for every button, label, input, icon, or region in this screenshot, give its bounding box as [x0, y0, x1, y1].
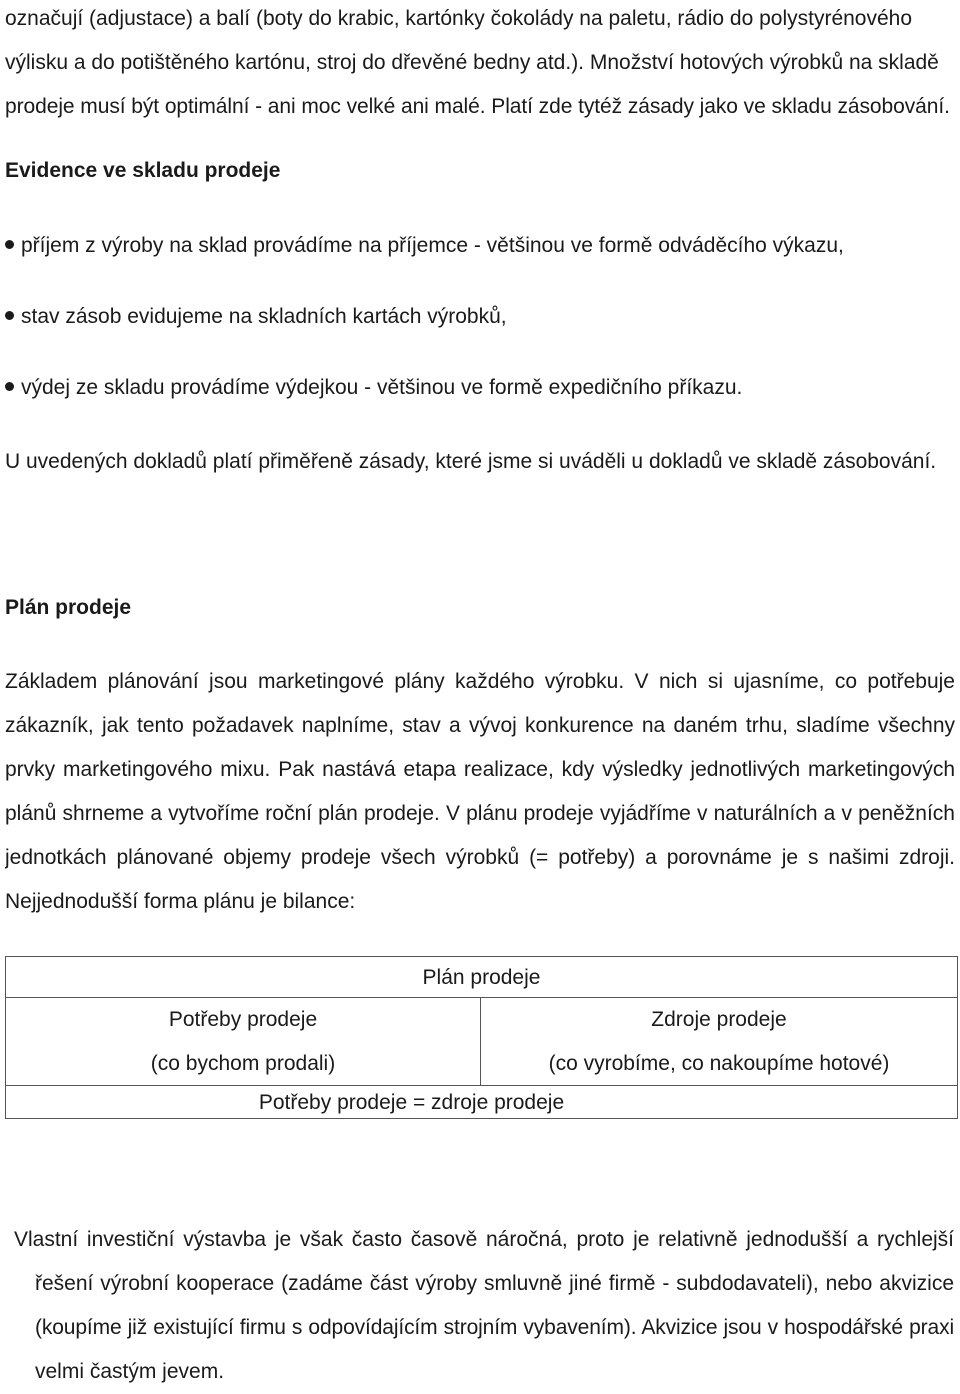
list-item [5, 226, 844, 266]
text-line: řešení výrobní kooperace (zadáme část výroby smluvně jiné firmě - subdodavateli), nebo akvizice [35, 1272, 954, 1295]
bilance-equation: Potřeby prodeje = zdroje prodeje [258, 1091, 565, 1114]
list-item-text: příjem z výroby na sklad provádíme na příjemce - většinou ve formě odváděcího výkazu, [21, 234, 844, 257]
text-line: prvky marketingového mixu. Pak nastává etapa realizace, kdy výsledky jednotlivých marketingových [5, 758, 955, 781]
text-line: prodeje musí být optimální - ani moc velké ani malé. Platí zde tytéž zásady jako ve skladu zásobování. [5, 95, 950, 118]
investment-paragraph-first [14, 1218, 954, 1262]
text-line: jednotkách plánované objemy prodeje všech výrobků (= potřeby) a porovnáme je s našimi zdroji. [5, 846, 955, 869]
text-line: Základem plánování jsou marketingové plány každého výrobku. V nich si ujasníme, co potřebuje [5, 670, 955, 693]
bilance-needs-note: (co bychom prodali) [150, 1052, 336, 1075]
text-line: Vlastní investiční výstavba je však často časově náročná, proto je relativně jednodušší a rychlejší [14, 1228, 954, 1251]
evidence-note: U uvedených dokladů platí přiměřeně zásady, které jsme si uváděli u dokladů ve skladě zásobování. [5, 450, 937, 473]
bilance-needs-label: Potřeby prodeje [168, 1008, 318, 1031]
text-line: (koupíme již existující firmu s odpovídajícím strojním vybavením). Akvizice jsou v hospodářské praxi [35, 1316, 954, 1339]
bilance-title: Plán prodeje [6, 957, 957, 998]
section-heading-evidence: Evidence ve skladu prodeje [5, 159, 281, 182]
text-line: velmi častým jevem. [35, 1360, 225, 1383]
bilance-resources-label: Zdroje prodeje [651, 1008, 787, 1031]
bullet-icon [5, 382, 14, 391]
bilance-needs-cell [6, 998, 481, 1086]
text-line: plánů shrneme a vytvoříme roční plán prodeje. V plánu prodeje vyjádříme v naturálních a v peněžních [5, 802, 955, 825]
bullet-icon [5, 311, 14, 320]
bilance-table [5, 956, 958, 1119]
list-item-text: výdej ze skladu provádíme výdejkou - většinou ve formě expedičního příkazu. [21, 376, 743, 399]
bilance-resources-note: (co vyrobíme, co nakoupíme hotové) [548, 1052, 890, 1075]
text-line: označují (adjustace) a balí (boty do krabic, kartónky čokolády na paletu, rádio do polystyrénového [5, 7, 913, 30]
bullet-icon [5, 240, 14, 249]
intro-paragraph [5, 0, 955, 129]
text-line: zákazník, jak tento požadavek naplníme, stav a vývoj konkurence na daném trhu, sladíme všechny [5, 714, 955, 737]
investment-paragraph-rest [35, 1262, 954, 1394]
bilance-resources-cell [481, 998, 957, 1086]
plan-paragraph [5, 660, 955, 924]
list-item-text: stav zásob evidujeme na skladních kartách výrobků, [21, 305, 507, 328]
text-line: Nejjednodušší forma plánu je bilance: [5, 890, 356, 913]
list-item [5, 297, 507, 337]
text-line: výlisku a do potištěného kartónu, stroj do dřevěné bedny atd.). Množství hotových výrobků na skladě [5, 51, 939, 74]
list-item [5, 368, 742, 408]
section-heading-plan: Plán prodeje [5, 596, 132, 619]
